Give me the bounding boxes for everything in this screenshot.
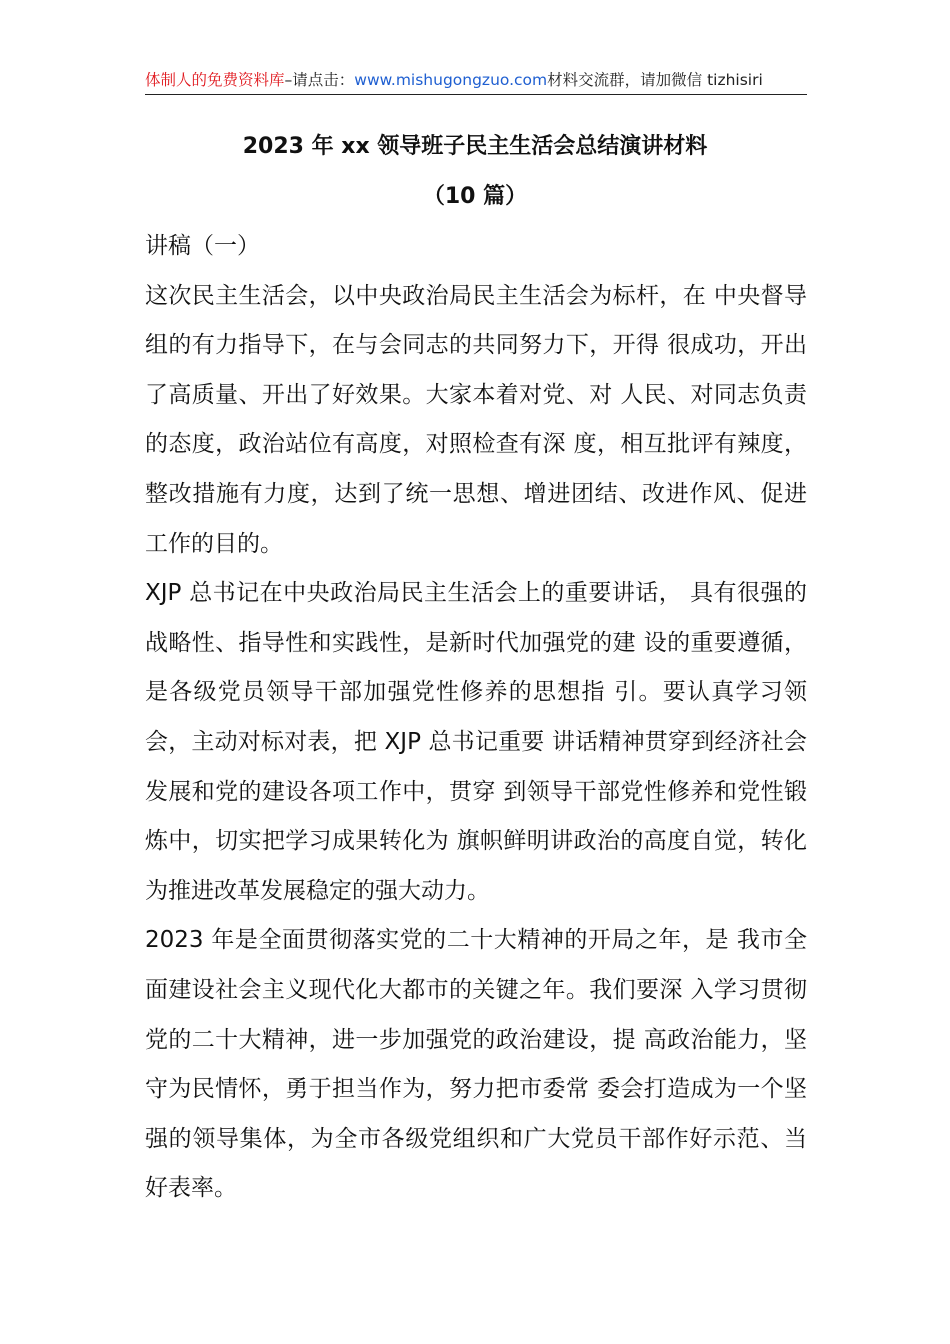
- page-header: [145, 68, 807, 95]
- paragraph-1: 这次民主生活会，以中央政治局民主生活会为标杆，在 中央督导组的有力指导下，在与会同志的共同努力下，开得 很成功，开出了高质量、开出了好效果。大家本着对党、对 人民、对同志负责的态度，政治站位有高度，对照检查有深 度，相互批评有辣度，整改措施有力度，达到了统一思想、增进团结、改进作风、促进工作的目的。: [145, 282, 807, 557]
- document-title: 2023 年 xx 领导班子民主生活会总结演讲材料: [242, 134, 708, 159]
- document-body: [145, 222, 807, 1214]
- header-wechat-note: 材料交流群，请加微信 tizhisiri: [547, 71, 763, 89]
- paragraph-3: 2023 年是全面贯彻落实党的二十大精神的开局之年，是 我市全面建设社会主义现代化大都市的关键之年。我们要深 入学习贯彻党的二十大精神，进一步加强党的政治建设，提 高政治能力，坚守为民情怀，勇于担当作为，努力把市委常 委会打造成为一个坚强的领导集体，为全市各级党组织和广大党员干部作好示范、当好表率。: [145, 927, 807, 1202]
- header-website-link[interactable]: www.mishugongzuo.com: [354, 71, 548, 89]
- header-brand: 体制人的免费资料库: [145, 71, 285, 89]
- section-heading: 讲稿（一）: [145, 233, 260, 259]
- document-subtitle: （10 篇）: [422, 184, 528, 209]
- header-prompt: –请点击：: [284, 71, 355, 89]
- paragraph-2: XJP 总书记在中央政治局民主生活会上的重要讲话， 具有很强的战略性、指导性和实践性，是新时代加强党的建 设的重要遵循，是各级党员领导干部加强党性修养的思想指 引。要认真学习领会，主动对标对表，把 XJP 总书记重要 讲话精神贯穿到经济社会发展和党的建设各项工作中，贯穿 到领导干部党性修养和党性锻炼中，切实把学习成果转化为 旗帜鲜明讲政治的高度自觉，转化为推进改革发展稳定的强大动力。: [145, 580, 807, 904]
